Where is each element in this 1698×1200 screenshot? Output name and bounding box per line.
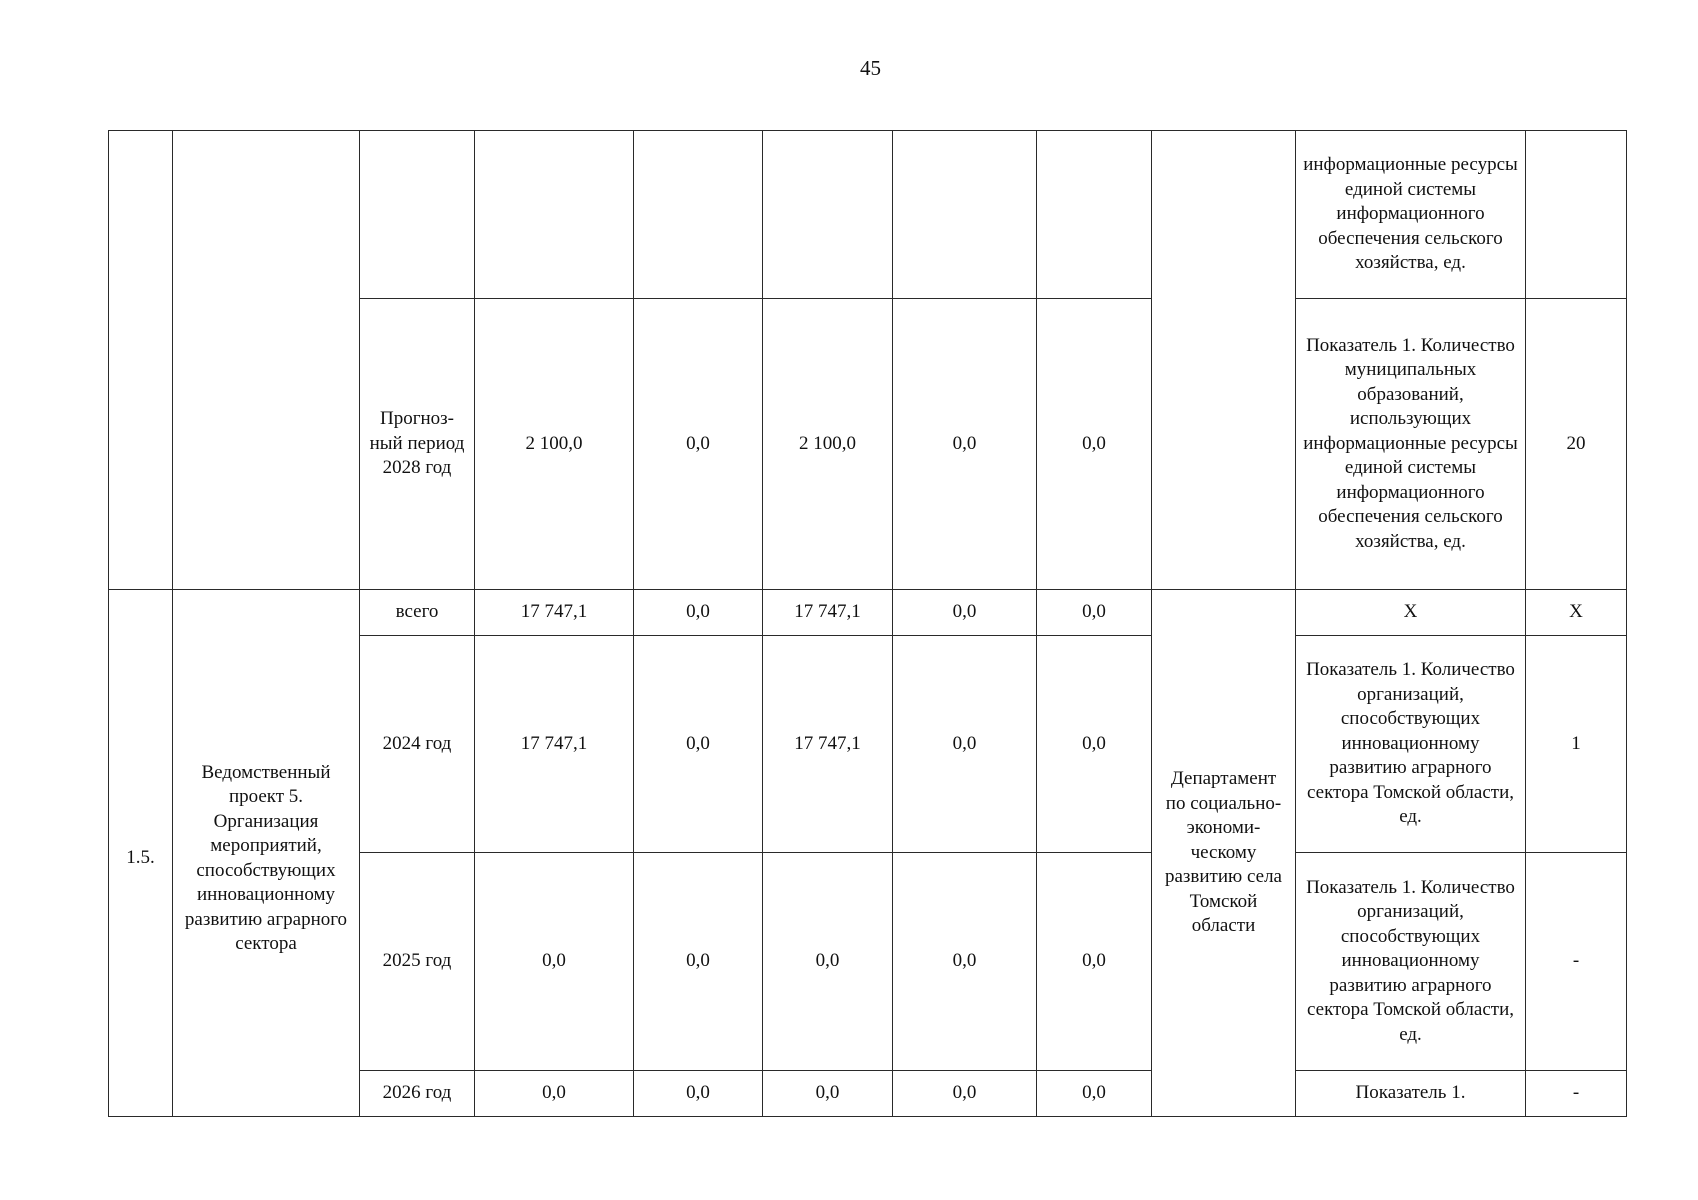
regional-budget-cell: 0,0	[763, 1071, 893, 1117]
total-cell	[475, 131, 634, 299]
period-cell: Прогноз-ный период 2028 год	[360, 299, 475, 590]
indicator-value-cell: Х	[1526, 590, 1627, 636]
regional-budget-cell: 17 747,1	[763, 636, 893, 853]
indicator-value-cell: 20	[1526, 299, 1627, 590]
federal-budget-cell: 0,0	[634, 636, 763, 853]
table-row	[109, 131, 1627, 299]
indicator-cell: Показатель 1. Количество муниципальных образований, использующих информационные ресурсы единой системы информационного обеспечения сельского хозяйства, ед.	[1296, 299, 1526, 590]
indicator-cell: Показатель 1. Количество организаций, способствующих инновационному развитию аграрного сектора Томской области, ед.	[1296, 636, 1526, 853]
local-budget-cell	[893, 131, 1037, 299]
period-cell: 2026 год	[360, 1071, 475, 1117]
indicator-value-cell: -	[1526, 1071, 1627, 1117]
local-budget-cell: 0,0	[893, 636, 1037, 853]
local-budget-cell: 0,0	[893, 299, 1037, 590]
project-name-cell	[173, 131, 360, 590]
federal-budget-cell: 0,0	[634, 853, 763, 1071]
local-budget-cell: 0,0	[893, 1071, 1037, 1117]
total-cell: 17 747,1	[475, 590, 634, 636]
local-budget-cell: 0,0	[893, 590, 1037, 636]
period-cell: 2025 год	[360, 853, 475, 1071]
row-number-cell	[109, 131, 173, 590]
other-sources-cell	[1037, 131, 1152, 299]
indicator-cell: информационные ресурсы единой системы информационного обеспечения сельского хозяйства, ед.	[1296, 131, 1526, 299]
total-cell: 17 747,1	[475, 636, 634, 853]
regional-budget-cell: 0,0	[763, 853, 893, 1071]
budget-table	[108, 130, 1627, 1117]
regional-budget-cell	[763, 131, 893, 299]
federal-budget-cell	[634, 131, 763, 299]
other-sources-cell: 0,0	[1037, 1071, 1152, 1117]
indicator-value-cell: -	[1526, 853, 1627, 1071]
indicator-cell: Показатель 1.	[1296, 1071, 1526, 1117]
indicator-cell: Показатель 1. Количество организаций, способствующих инновационному развитию аграрного сектора Томской области, ед.	[1296, 853, 1526, 1071]
table-row	[109, 590, 1627, 636]
other-sources-cell: 0,0	[1037, 636, 1152, 853]
indicator-value-cell	[1526, 131, 1627, 299]
regional-budget-cell: 2 100,0	[763, 299, 893, 590]
period-cell: всего	[360, 590, 475, 636]
executor-cell	[1152, 131, 1296, 590]
executor-cell: Департамент по социально-экономи-ческому развитию села Томской области	[1152, 590, 1296, 1117]
total-cell: 0,0	[475, 1071, 634, 1117]
federal-budget-cell: 0,0	[634, 1071, 763, 1117]
other-sources-cell: 0,0	[1037, 853, 1152, 1071]
project-name-cell: Ведомственный проект 5. Организация мероприятий, способствующих инновационному развитию аграрного сектора	[173, 590, 360, 1117]
page-number: 45	[860, 56, 881, 80]
indicator-value-cell: 1	[1526, 636, 1627, 853]
federal-budget-cell: 0,0	[634, 590, 763, 636]
other-sources-cell: 0,0	[1037, 299, 1152, 590]
other-sources-cell: 0,0	[1037, 590, 1152, 636]
federal-budget-cell: 0,0	[634, 299, 763, 590]
period-cell: 2024 год	[360, 636, 475, 853]
row-number-cell: 1.5.	[109, 590, 173, 1117]
indicator-cell: Х	[1296, 590, 1526, 636]
total-cell: 0,0	[475, 853, 634, 1071]
period-cell	[360, 131, 475, 299]
local-budget-cell: 0,0	[893, 853, 1037, 1071]
regional-budget-cell: 17 747,1	[763, 590, 893, 636]
total-cell: 2 100,0	[475, 299, 634, 590]
